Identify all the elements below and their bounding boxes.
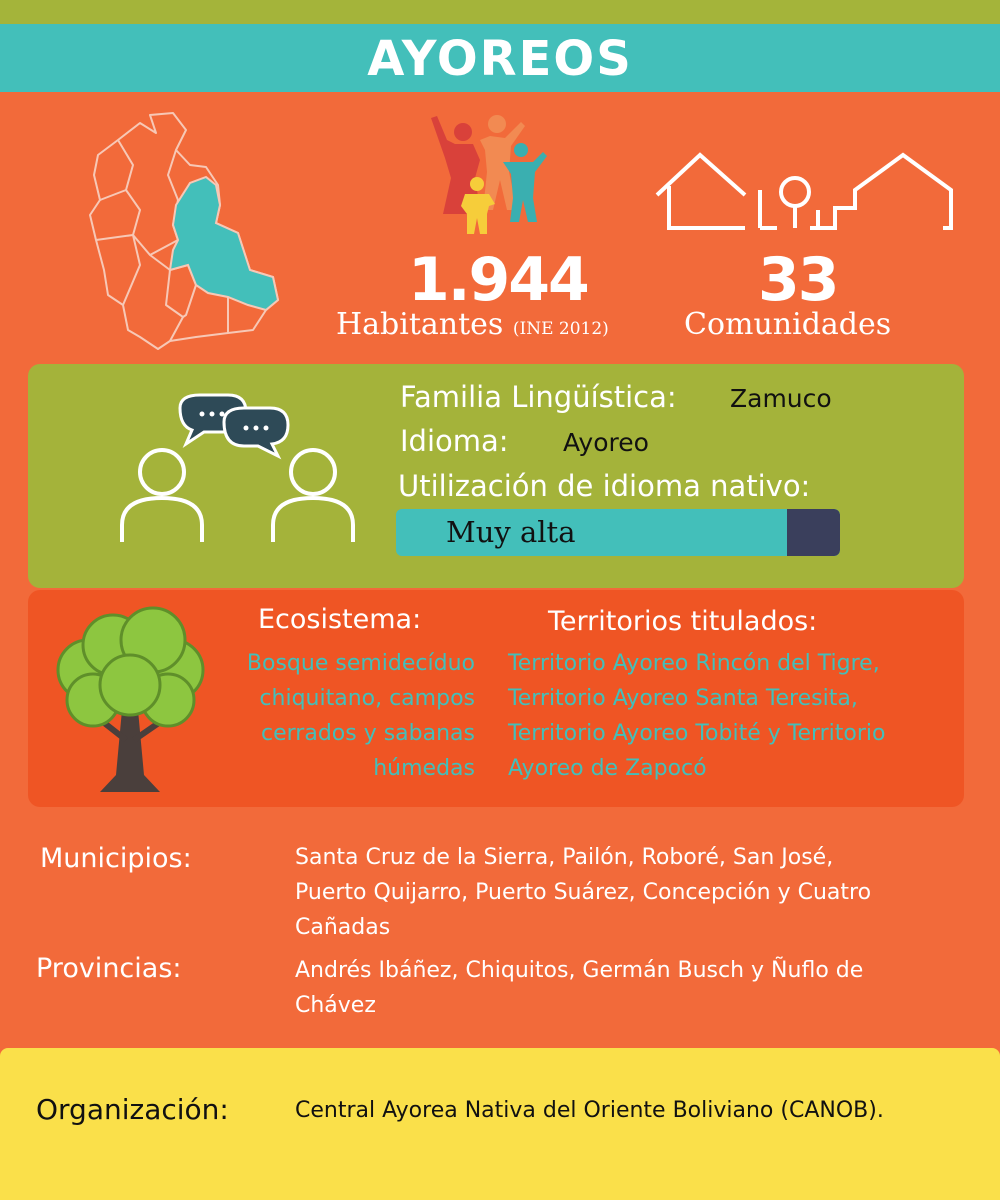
population-source: (INE 2012) [512,319,609,339]
territories-heading: Territorios titulados: [548,606,818,637]
language-family-label: Familia Lingüística: [400,380,677,414]
population-number: 1.944 [408,245,588,315]
bolivia-map-icon [78,105,288,350]
territory-line: Territorio Ayoreo Santa Teresita, [508,686,858,711]
territories-description [508,646,953,786]
provincias-line: Andrés Ibáñez, Chiquitos, Germán Busch y Ñuflo de [295,958,864,983]
territory-line: Ayoreo de Zapocó [508,756,707,781]
conversation-icon [120,390,355,550]
ecosystem-line: cerrados y sabanas [261,721,475,746]
provincias-line: Chávez [295,993,376,1018]
municipios-label: Municipios: [40,843,192,874]
provincias-label: Provincias: [36,953,182,984]
municipios-value [295,840,871,945]
territory-line: Territorio Ayoreo Rincón del Tigre, [508,651,880,676]
organization-label: Organización: [36,1093,229,1126]
page-title: AYOREOS [367,31,633,87]
usage-level-value: Muy alta [446,515,576,549]
population-label-text: Habitantes [336,307,504,342]
municipios-line: Puerto Quijarro, Puerto Suárez, Concepción y Cuatro [295,880,872,905]
language-family-value: Zamuco [730,384,832,413]
usage-level-bar [396,509,840,556]
municipios-line: Cañadas [295,915,391,940]
communities-number: 33 [758,245,838,315]
communities-label: Comunidades [684,307,892,342]
idioma-value: Ayoreo [563,428,649,457]
municipios-line: Santa Cruz de la Sierra, Pailón, Roboré, San José, [295,845,834,870]
tree-icon [48,600,213,795]
ecosystem-line: Bosque semidecíduo [246,651,475,676]
ecosystem-line: húmedas [373,756,475,781]
ecosystem-description [205,646,475,786]
family-icon [425,110,555,235]
top-strip [0,0,1000,24]
idioma-label: Idioma: [400,424,509,458]
usage-level-remainder [787,509,840,556]
provincias-value [295,953,863,1023]
population-label [336,308,609,346]
ecosystem-heading: Ecosistema: [258,604,422,635]
usage-label: Utilización de idioma nativo: [398,469,811,503]
territory-line: Territorio Ayoreo Tobité y Territorio [508,721,886,746]
organization-value: Central Ayorea Nativa del Oriente Boliviano (CANOB). [295,1098,884,1123]
ecosystem-line: chiquitano, campos [259,686,475,711]
houses-tree-icon [655,150,955,235]
